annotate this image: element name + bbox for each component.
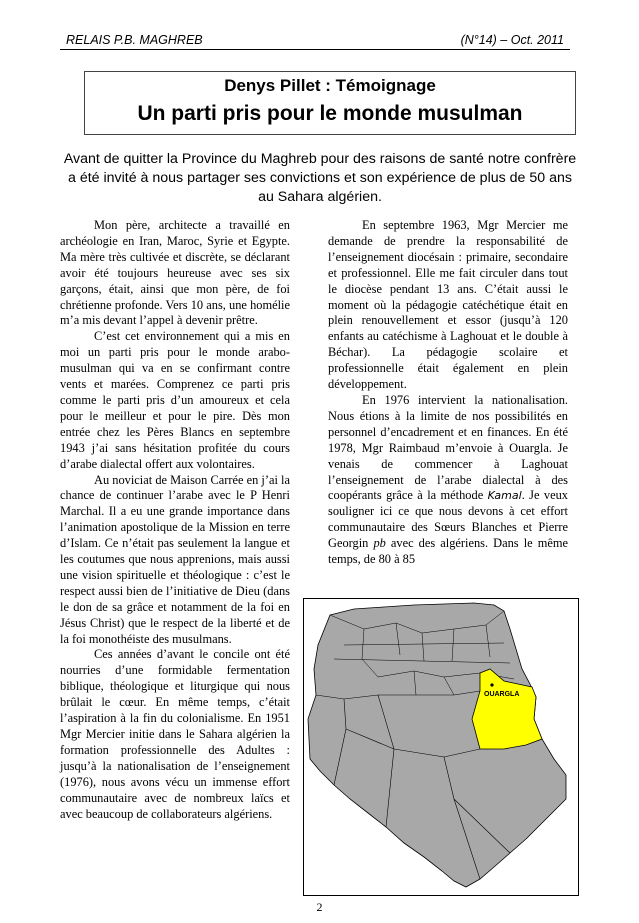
page-number: 2 (316, 900, 323, 914)
running-header (60, 33, 570, 50)
article-title: Un parti pris pour le monde musulman (137, 102, 523, 125)
left-paragraph: C’est cet environnement qui a mis en moi un parti pris pour le monde arabo-musulman qui va en se confirmant contre vents et marées. Comprenez ce parti pris comme le parti pris d’un amoureux et cela pour le meilleur et pour le pire. Dès mon entrée chez les Pères Blancs en septembre 1943 j’ai sans hésitation profitée du cours d’arabe dialectal offert aux volontaires. (60, 329, 290, 471)
header-publication: RELAIS P.B. MAGHREB (66, 33, 203, 47)
title-box (84, 71, 576, 135)
method-name: Kamal (487, 489, 522, 503)
left-paragraph: Ces années d’avant le concile ont été nourries d’une formidable fermentation biblique, théologique et liturgique qui nous brûlait le cœur. En même temps, c’était l’aspiration à la fin du colonialisme. En 1951 Mgr Mercier initie dans le Sahara algérien la formation professionnelle des Adultes : jusqu’à la nationalisation de l’enseignement (1976), nous avons vécu un immense effort communautaire avec de nombreux laïcs et avec beaucoup de collaborateurs algériens. (60, 647, 290, 821)
order-abbrev: pb (373, 536, 386, 551)
article-kicker: Denys Pillet : Témoignage (224, 76, 436, 95)
right-paragraph (328, 393, 568, 568)
text-run: En 1976 intervient la nationalisation. Nous étions à la limite de nos possibilités en personnel d’encadrement et en finances. En été 1978, Mgr Raimbaud m’envoie à Ouargla. Je venais de commencer à Laghouat l’enseignement de l’arabe dialectal à des coopérants grâce à la méthode (328, 392, 568, 503)
right-paragraph: En septembre 1963, Mgr Mercier me demande de prendre la responsabilité de l’enseignement diocésain : primaire, secondaire et professionnel. Elle me fait circuler dans tout le diocèse pendant 13 ans. C’était aussi le moment où la pédagogie catéchétique était en plein renouvellement et essor (jusqu’à 120 enfants au catéchisme à Laghouat et le double à Béchar). La pédagogie scolaire et professionnelle était également en plein développement. (328, 218, 568, 392)
ouargla-label: OUARGLA (484, 691, 520, 698)
ouargla-marker (490, 683, 493, 686)
left-paragraph: Mon père, architecte a travaillé en archéologie en Iran, Maroc, Syrie et Egypte. Ma mère très cultivée et discrète, se déclarant avoir été toujours heureuse avec ses six garçons, était, ainsi que mon père, de foi chrétienne profonde. Vers 10 ans, une homélie m’a mis devant l’appel à devenir prêtre. (60, 218, 290, 328)
text-run: . Je veux souligner ici ce que nous devons à cet effort communautaire des Sœurs Blanches et Pierre Georgin (328, 488, 568, 551)
left-paragraph: Au noviciat de Maison Carrée en j’ai la chance de continuer l’arabe avec le P Henri Marchal. Il a eu une grande importance dans l’animation apostolique de la Mission en terre d’Islam. Ce n’était pas seulement la langue et les coutumes que nous apprenions, mais aussi une vision spirituelle et théologique : c’est le respect aussi bien de l’initiative de Dieu (dans le don de sa grâce et notamment de la foi en Jésus Christ) que le respect de la liberté et de la foi monothéiste des musulmans. (60, 472, 290, 646)
header-issue: (N°14) – Oct. 2011 (460, 33, 564, 47)
algeria-map (303, 598, 579, 896)
text-run: avec des algériens. Dans le même temps, de 80 à 85 (328, 536, 568, 567)
algeria-territory (308, 603, 566, 887)
map-graphic (304, 599, 578, 895)
left-column (60, 218, 290, 822)
right-column (328, 218, 568, 568)
intro-paragraph: Avant de quitter la Province du Maghreb pour des raisons de santé notre confrère a été invité à nous partager ses convictions et son expérience de plus de 50 ans au Sahara algérien. (63, 151, 577, 205)
